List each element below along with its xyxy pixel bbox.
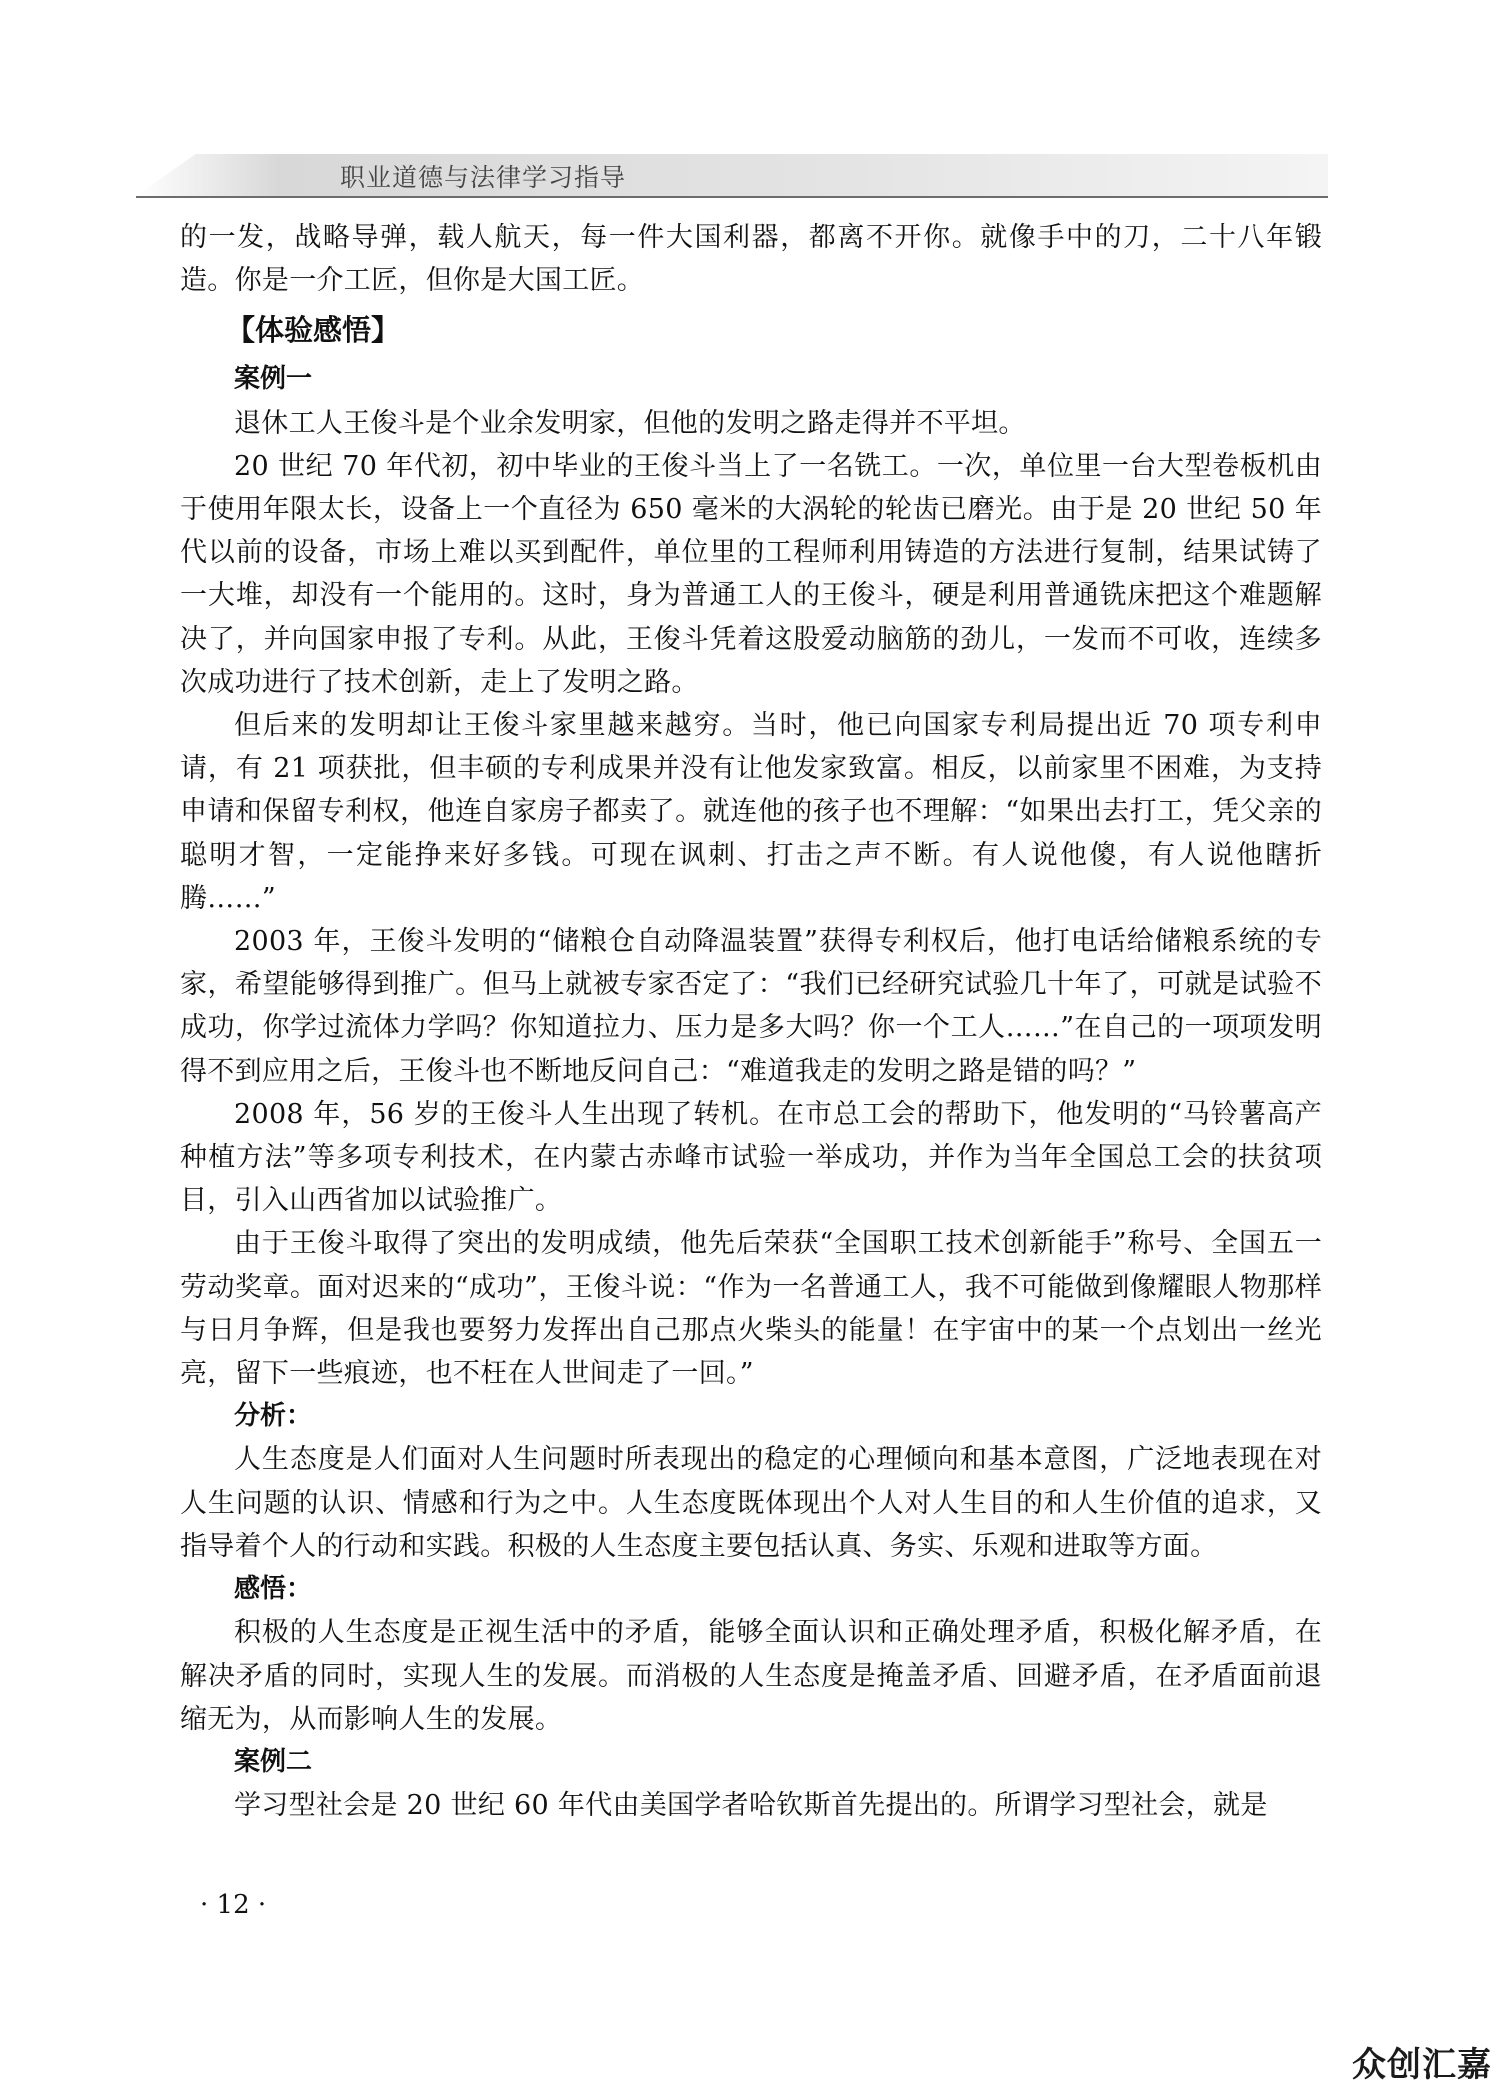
section-title: 【体验感悟】 — [226, 313, 401, 348]
running-header-title: 职业道德与法律学习指导 — [340, 163, 627, 192]
header-band — [136, 154, 1328, 196]
insight-title: 感悟： — [234, 1574, 313, 1605]
case-two-paragraph: 学习型社会是 20 世纪 60 年代由美国学者哈钦斯首先提出的。所谓学习型社会，就是 — [234, 1790, 1268, 1822]
analysis-paragraph: 人生态度是人们面对人生问题时所表现出的稳定的心理倾向和基本意图，广泛地表现在对人生问题的认识、情感和行为之中。人生态度既体现出个人对人生目的和人生价值的追求，又指导着个人的行动和实践。积极的人生态度主要包括认真、务实、乐观和进取等方面。 — [180, 1444, 1322, 1562]
page-content — [180, 216, 1322, 1827]
header-rule — [136, 196, 1328, 198]
continued-paragraph: 的一发，战略导弹，载人航天，每一件大国利器，都离不开你。就像手中的刀，二十八年锻造。你是一介工匠，但你是大国工匠。 — [180, 222, 1322, 297]
case-one-paragraph: 但后来的发明却让王俊斗家里越来越穷。当时，他已向国家专利局提出近 70 项专利申请，有 21 项获批，但丰硕的专利成果并没有让他发家致富。相反，以前家里不困难，为支持申请和保留专利权，他连自家房子都卖了。就连他的孩子也不理解：“如果出去打工，凭父亲的聪明才智，一定能挣来好多钱。可现在讽刺、打击之声不断。有人说他傻，有人说他瞎折腾……” — [180, 710, 1322, 914]
page-number: · 12 · — [200, 1890, 267, 1920]
case-one-title: 案例一 — [234, 364, 313, 395]
case-one-paragraph: 由于王俊斗取得了突出的发明成绩，他先后荣获“全国职工技术创新能手”称号、全国五一劳动奖章。面对迟来的“成功”，王俊斗说：“作为一名普通工人，我不可能做到像耀眼人物那样与日月争辉，但是我也要努力发挥出自己那点火柴头的能量！在宇宙中的某一个点划出一丝光亮，留下一些痕迹，也不枉在人世间走了一回。” — [180, 1228, 1322, 1390]
case-two-title: 案例二 — [234, 1746, 313, 1777]
insight-paragraph: 积极的人生态度是正视生活中的矛盾，能够全面认识和正确处理矛盾，积极化解矛盾，在解决矛盾的同时，实现人生的发展。而消极的人生态度是掩盖矛盾、回避矛盾，在矛盾面前退缩无为，从而影响人生的发展。 — [180, 1617, 1322, 1735]
case-one-paragraph: 2003 年，王俊斗发明的“储粮仓自动降温装置”获得专利权后，他打电话给储粮系统的专家，希望能够得到推广。但马上就被专家否定了：“我们已经研究试验几十年了，可就是试验不成功，你学过流体力学吗？你知道拉力、压力是多大吗？你一个工人……”在自己的一项项发明得不到应用之后，王俊斗也不断地反问自己：“难道我走的发明之路是错的吗？” — [180, 926, 1322, 1087]
case-one-paragraph: 20 世纪 70 年代初，初中毕业的王俊斗当上了一名铣工。一次，单位里一台大型卷板机由于使用年限太长，设备上一个直径为 650 毫米的大涡轮的轮齿已磨光。由于是 20 世纪 50 年代以前的设备，市场上难以买到配件，单位里的工程师利用铸造的方法进行复制，结果试铸了一大堆，却没有一个能用的。这时，身为普通工人的王俊斗，硬是利用普通铣床把这个难题解决了，并向国家申报了专利。从此，王俊斗凭着这股爱动脑筋的劲儿，一发而不可收，连续多次成功进行了技术创新，走上了发明之路。 — [180, 450, 1322, 698]
case-one-paragraph: 退休工人王俊斗是个业余发明家，但他的发明之路走得并不平坦。 — [234, 407, 1026, 439]
watermark-logo: 众创汇嘉 — [1352, 2045, 1492, 2085]
analysis-title: 分析： — [234, 1401, 313, 1432]
case-one-paragraph: 2008 年，56 岁的王俊斗人生出现了转机。在市总工会的帮助下，他发明的“马铃薯高产种植方法”等多项专利技术，在内蒙古赤峰市试验一举成功，并作为当年全国总工会的扶贫项目，引入山西省加以试验推广。 — [180, 1098, 1322, 1217]
